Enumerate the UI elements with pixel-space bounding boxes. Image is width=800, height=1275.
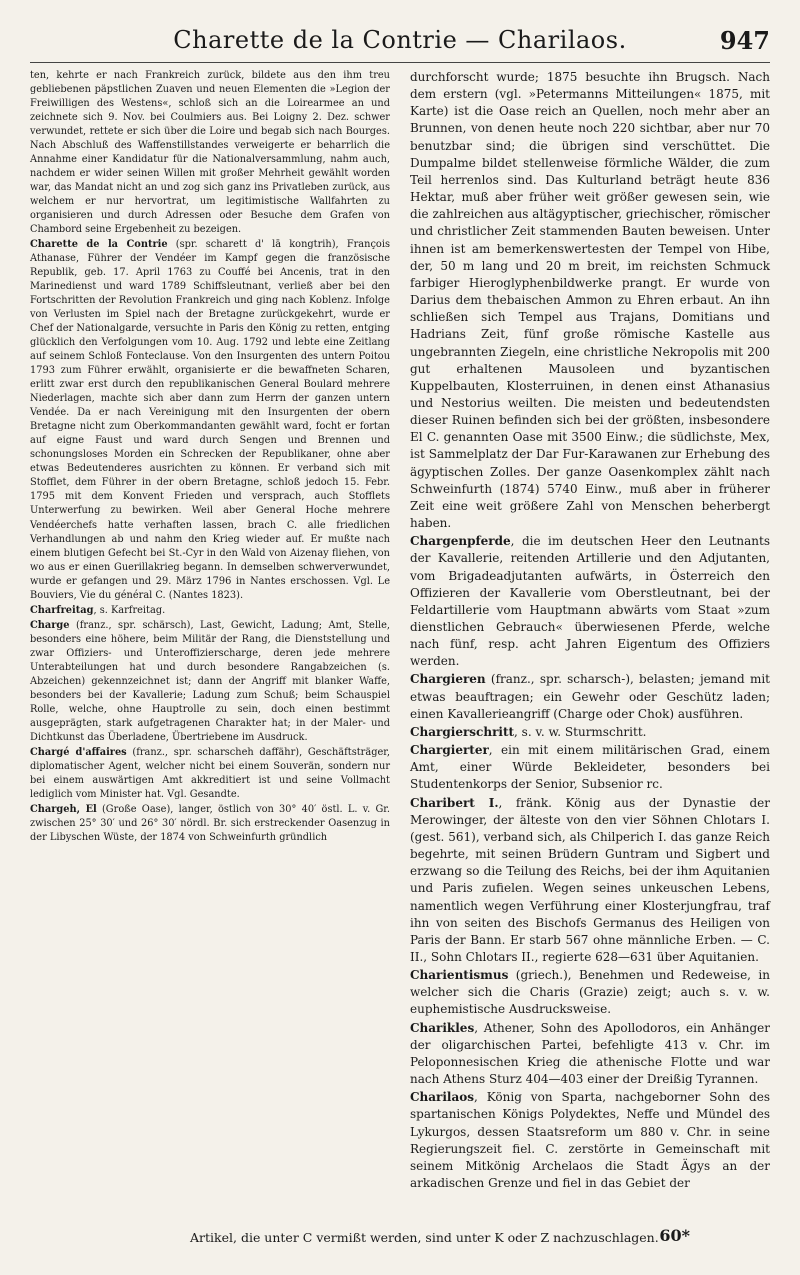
entry-headword: Charge xyxy=(30,619,70,631)
entry-headword: Charette de la Contrie xyxy=(30,239,168,251)
entry-paragraph: Charge (franz., spr. schärsch), Last, Gewicht, Ladung; Amt, Stelle, besonders eine höhere, beim Militär der Rang, die Dienststellung und zwar Offiziers- und Unteroffizierscharge, deren jede mehrere Unterabteilungen hat und durch besondere Rangabzeichen (s. Abzeichen) gekennzeichnet ist; dann der Angriff mit blanker Waffe, besonders bei der Kavallerie; Ladung zum Schuß; beim Schauspiel Rolle, welche, ohne Hauptrolle zu sein, doch einen bestimmt ausgeprägten, stark aufgetragenen Charakter hat; in der Maler- und Dichtkunst das Überladene, Übertriebene im Ausdruck. xyxy=(30,619,390,743)
entry-headword: Chargeh, El xyxy=(30,803,97,815)
footer-note: Artikel, die unter C vermißt werden, sind unter K oder Z nachzuschlagen. xyxy=(190,1230,659,1245)
text-columns xyxy=(30,69,770,1192)
entry-paragraph: Charibert I., fränk. König aus der Dynastie der Merowinger, der älteste von den vier Söhnen Chlotars I. (gest. 561), verband sich, als Chilperich I. das ganze Reich begehrte, mit seinen Brüdern Guntram und Sigbert und erzwang so die Teilung des Reichs, bei der ihm Aquitanien und Paris zufielen. Wegen seines unkeuschen Lebens, namentlich wegen Verführung einer Klosterjungfrau, traf ihn von seiten des Bischofs Germanus des Heiligen von Paris der Bann. Er starb 567 ohne männliche Erben. — C. II., Sohn Chlotars II., regierte 628—631 über Aquitanien. xyxy=(410,795,770,964)
entry-paragraph: Charikles, Athener, Sohn des Apollodoros, ein Anhänger der oligarchischen Partei, befehligte 413 v. Chr. im Peloponnesischen Krieg die athenische Flotte und war nach Athens Sturz 404—403 einer der Dreißig Tyrannen. xyxy=(410,1020,770,1087)
signature-mark: 60* xyxy=(659,1226,690,1245)
entry-paragraph: ten, kehrte er nach Frankreich zurück, bildete aus den ihm treu gebliebenen päpstlichen Zuaven und neuen Elementen die »Legion der Freiwilligen des Westens«, schloß sich an die Loirearmee an und zeichnete sich 9. Nov. bei Coulmiers aus. Bei Loigny 2. Dez. schwer verwundet, rettete er sich über die Loire und begab sich nach Bourges. Nach Abschluß des Waffenstillstandes verweigerte er beharrlich die Annahme einer Kandidatur für die Nationalversammlung, nahm auch, nachdem er wider seinen Willen mit großer Mehrheit gewählt worden war, das Mandat nicht an und zog sich ganz ins Privatleben zurück, aus welchem er nur hervortrat, um legitimistische Wallfahrten zu organisieren und durch Adressen oder Besuche dem Grafen von Chambord seine Ergebenheit zu bezeigen. xyxy=(30,70,390,236)
entry-headword: Chargenpferde xyxy=(410,534,511,549)
page-number: 947 xyxy=(719,26,770,55)
entry-headword: Chargierter xyxy=(410,743,489,758)
entry-paragraph: Chargierschritt, s. v. w. Sturmschritt. xyxy=(410,724,647,739)
entry-paragraph: Chargé d'affaires (franz., spr. scharscheh daffähr), Geschäftsträger, diplomatischer Agent, welcher nicht bei einem Souverän, sondern nur bei einem auswärtigen Amt akkreditiert ist und seine Vollmacht lediglich vom Minister hat. Vgl. Gesandte. xyxy=(30,746,390,800)
entry-paragraph: Charilaos, König von Sparta, nachgeborner Sohn des spartanischen Königs Polydektes, Neffe und Mündel des Lykurgos, dessen Staatsreform um 880 v. Chr. in seine Regierungszeit fiel. C. zerstörte in Gemeinschaft mit seinem Mitkönig Archelaos die Stadt Ägys an der arkadischen Grenze und fiel in das Gebiet der xyxy=(410,1090,770,1190)
entry-headword: Chargieren xyxy=(410,672,486,687)
entry-paragraph: Charette de la Contrie (spr. scharett d' lā kongtrih), François Athanase, Führer der Vendéer im Kampf gegen die französische Republik, geb. 17. April 1763 zu Couffé bei Ancenis, trat in den Marinedienst und ward 1789 Schiffsleutnant, verließ aber bei den Fortschritten der Revolution Frankreich und ging nach Koblenz. Infolge von Verlusten im Spiel nach der Bretagne zurückgekehrt, wurde er Chef der Nationalgarde, versuchte in Paris den König zu retten, entging glücklich den Verfolgungen vom 10. Aug. 1792 und lebte eine Zeitlang auf seinem Schloß Fonteclause. Von den Insurgenten des untern Poitou 1793 zum Führer erwählt, organisierte er die bewaffneten Scharen, erlitt zwar erst durch den republikanischen General Boulard mehrere Niederlagen, machte sich aber dann zum Herrn der ganzen untern Vendée. Da er nach Vereinigung mit den Insurgenten der obern Bretagne nicht zum Oberkommandanten gewählt ward, focht er fortan auf eigne Faust und ward durch Sengen und Brennen und schonungsloses Morden ein Schrecken der Republikaner, ohne aber etwas Bedeutenderes ausrichten zu können. Er verband sich mit Stofflet, dem Führer in der obern Bretagne, schloß jedoch 15. Febr. 1795 mit dem Konvent Frieden und versprach, auch Stofflets Unterwerfung zu bewirken. Weil aber General Hoche mehrere Vendéerchefs hatte verhaften lassen, brach C. alle friedlichen Verhandlungen ab und nahm den Krieg wieder auf. Er mußte nach einem blutigen Gefecht bei St.-Cyr in den Wald von Aizenay fliehen, von wo aus er einen Guerillakrieg begann. In demselben schwerverwundet, wurde er gefangen und 29. März 1796 in Nantes erschossen. Vgl. Le Bouviers, Vie du général C. (Nantes 1823). xyxy=(30,239,390,601)
right-column xyxy=(410,69,770,1192)
entry-paragraph: durchforscht wurde; 1875 besuchte ihn Brugsch. Nach dem erstern (vgl. »Petermanns Mitteilungen« 1875, mit Karte) ist die Oase reich an Quellen, noch mehr aber an Brunnen, von denen heute noch 220 sichtbar, aber nur 70 benutzbar sind; die übrigen sind verschüttet. Die Dumpalme bildet stellenweise förmliche Wälder, die zum Teil herrenlos sind. Das Kulturland beträgt heute 836 Hektar, muß aber früher weit größer gewesen sein, wie die zahlreichen aus altägyptischer, griechischer, römischer und christlicher Zeit stammenden Bauten beweisen. Unter ihnen ist am bemerkenswertesten der Tempel von Hibe, der, 50 m lang und 20 m breit, im reichsten Schmuck farbiger Hieroglyphenbildwerke prangt. Er wurde von Darius dem thebaischen Ammon zu Ehren erbaut. An ihn schließen sich Tempel aus Trajans, Domitians und Hadrians Zeit, fünf große römische Kastelle aus ungebrannten Ziegeln, eine christliche Nekropolis mit 200 gut erhaltenen Mausoleen und byzantischen Kuppelbauten, Klosterruinen, in denen einst Athanasius und Nestorius weilten. Die meisten und bedeutendsten dieser Ruinen befinden sich bei der größten, insbesondere El C. genannten Oase mit 3500 Einw.; die südlichste, Mex, ist Sammelplatz der Dar Fur-Karawanen zur Erhebung des ägyptischen Zolles. Der ganze Oasenkomplex zählt nach Schweinfurth (1874) 5740 Einw., muß aber in früherer Zeit eine weit größere Zahl von Menschen beherbergt haben. xyxy=(410,70,770,531)
running-header xyxy=(30,22,770,63)
entry-paragraph: Chargierter, ein mit einem militärischen Grad, einem Amt, einer Würde Bekleideter, besonders bei Studentenkorps der Senior, Subsenior rc. xyxy=(410,743,770,792)
entry-paragraph: Chargieren (franz., spr. scharsch-), belasten; jemand mit etwas beauftragen; ein Gewehr oder Geschütz laden; einen Kavallerieangriff (Charge oder Chok) ausführen. xyxy=(410,672,770,721)
entry-headword: Charientismus xyxy=(410,968,509,983)
page-title: Charette de la Contrie — Charilaos. xyxy=(173,26,627,54)
entry-paragraph: Charientismus (griech.), Benehmen und Redeweise, in welcher sich die Charis (Grazie) zeigt; auch s. v. w. euphemistische Ausdrucksweise. xyxy=(410,968,770,1017)
entry-paragraph: Chargeh, El (Große Oase), langer, östlich von 30° 40′ östl. L. v. Gr. zwischen 25° 30′ und 26° 30′ nördl. Br. sich erstreckender Oasenzug in der Libyschen Wüste, der 1874 von Schweinfurth gründlich xyxy=(30,803,390,843)
entry-headword: Chargierschritt xyxy=(410,724,515,739)
left-column xyxy=(30,69,390,1192)
entry-paragraph: Charfreitag, s. Karfreitag. xyxy=(30,604,166,616)
entry-headword: Charfreitag xyxy=(30,604,94,616)
entry-headword: Charikles xyxy=(410,1020,475,1035)
entry-headword: Charibert I. xyxy=(410,795,499,810)
entry-paragraph: Chargenpferde, die im deutschen Heer den Leutnants der Kavallerie, reitenden Artillerie und den Adjutanten, vom Brigadeadjutanten aufwärts, in Österreich den Offizieren der Kavallerie vom Oberstleutnant, bei der Feldartillerie vom Hauptmann abwärts vom Staat »zum dienstlichen Gebrauch« überwiesenen Pferde, welche nach fünf, resp. acht Jahren Eigentum des Offiziers werden. xyxy=(410,534,770,669)
entry-headword: Chargé d'affaires xyxy=(30,746,127,758)
entry-headword: Charilaos xyxy=(410,1090,475,1105)
